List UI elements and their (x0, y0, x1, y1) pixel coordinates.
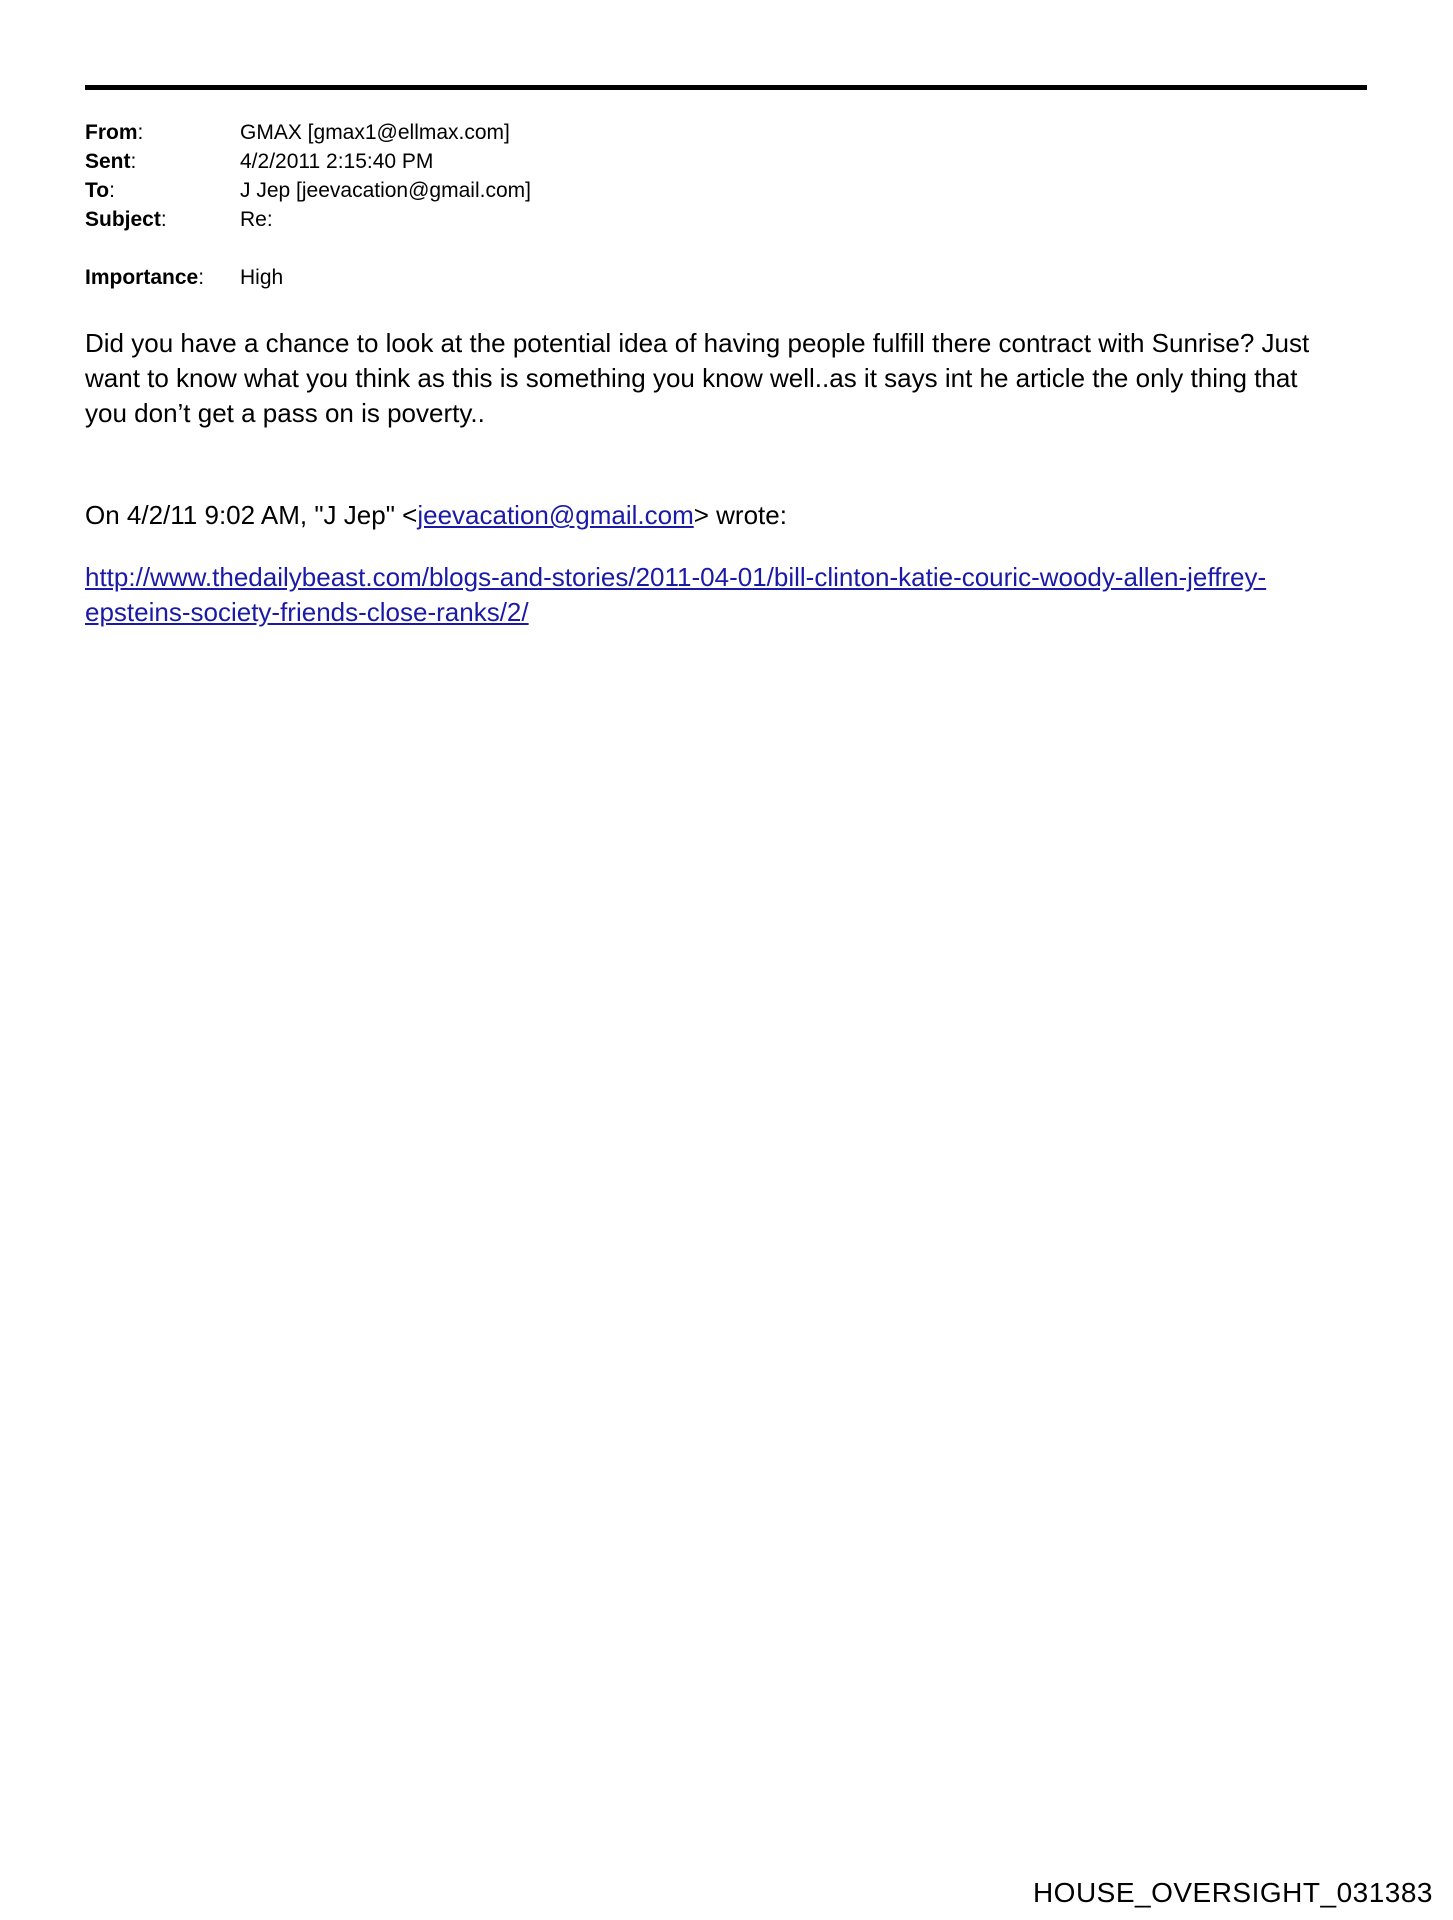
importance-label: Importance: (85, 266, 205, 289)
quoted-reply-header (85, 498, 1345, 533)
quote-suffix: > wrote: (693, 500, 787, 530)
article-link[interactable] (85, 560, 1345, 630)
from-label: From: (85, 121, 144, 144)
quote-prefix: On 4/2/11 9:02 AM, "J Jep" < (85, 500, 418, 530)
subject-row (85, 205, 1285, 234)
sent-label: Sent: (85, 150, 137, 173)
subject-label: Subject: (85, 208, 167, 231)
sent-value: 4/2/2011 2:15:40 PM (240, 150, 434, 173)
subject-value: Re: (240, 208, 273, 231)
from-row (85, 118, 1285, 147)
article-link-line-2[interactable]: epsteins-society-friends-close-ranks/2/ (85, 597, 529, 627)
quote-email-link[interactable]: jeevacation@gmail.com (417, 500, 694, 530)
article-link-line-1[interactable]: http://www.thedailybeast.com/blogs-and-stories/2011-04-01/bill-clinton-katie-couric-woody-allen-jeffrey- (85, 562, 1267, 592)
message-body: Did you have a chance to look at the potential idea of having people fulfill there contract with Sunrise? Just want to know what you think as this is something you know well..as it says int he article the only thing that you don’t get a pass on is poverty.. (85, 328, 1310, 428)
header-divider (85, 85, 1367, 90)
to-value: J Jep [jeevacation@gmail.com] (240, 179, 531, 202)
from-value: GMAX [gmax1@ellmax.com] (240, 121, 510, 144)
bates-number: HOUSE_OVERSIGHT_031383 (1032, 1877, 1433, 1908)
to-label: To: (85, 179, 115, 202)
importance-row (85, 263, 1285, 292)
email-header (85, 118, 1285, 292)
sent-row (85, 147, 1285, 176)
importance-value: High (240, 266, 284, 289)
to-row (85, 176, 1285, 205)
